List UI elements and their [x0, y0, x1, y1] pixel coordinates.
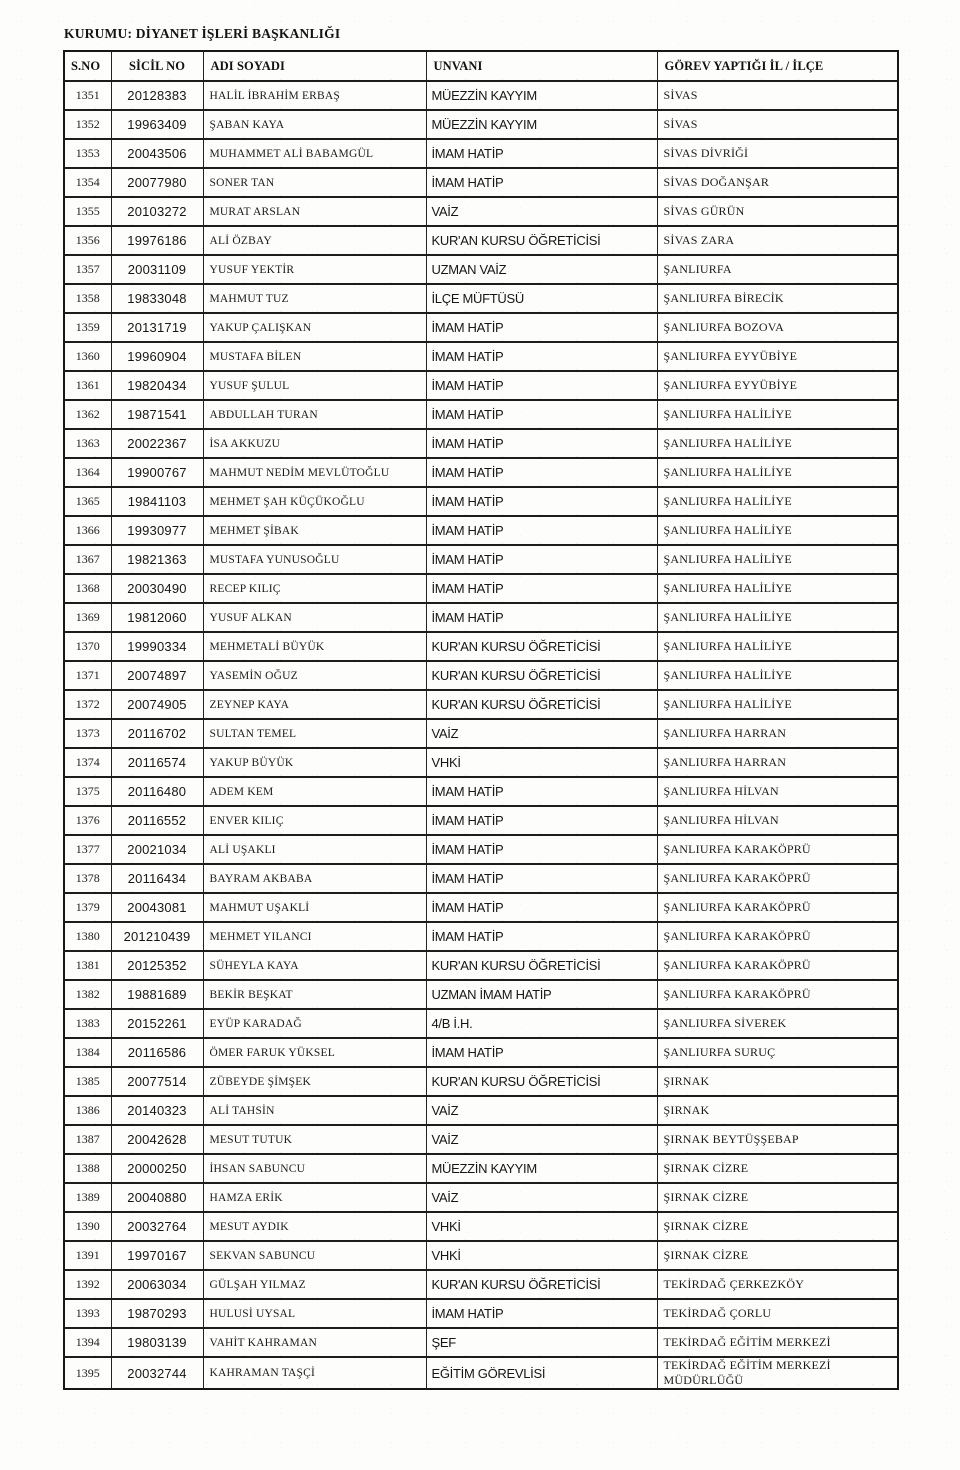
cell-sicil-no: 19871541 — [111, 400, 203, 429]
cell-unvani: KUR'AN KURSU ÖĞRETİCİSİ — [426, 951, 657, 980]
column-header-sicil-no: SİCİL NO — [111, 51, 203, 81]
cell-unvani: İMAM HATİP — [426, 574, 657, 603]
table-row — [64, 313, 898, 342]
cell-adi-soyadi: HALİL İBRAHİM ERBAŞ — [203, 81, 426, 110]
cell-unvani: İLÇE MÜFTÜSÜ — [426, 284, 657, 313]
cell-gorev-il-ilce: ŞANLIURFA BİRECİK — [657, 284, 898, 313]
cell-unvani: VAİZ — [426, 1096, 657, 1125]
cell-sno: 1357 — [64, 255, 111, 284]
column-header-adi-soyadi: ADI SOYADI — [203, 51, 426, 81]
cell-gorev-il-ilce: ŞANLIURFA KARAKÖPRÜ — [657, 864, 898, 893]
cell-unvani: VAİZ — [426, 197, 657, 226]
cell-sno: 1364 — [64, 458, 111, 487]
cell-unvani: İMAM HATİP — [426, 864, 657, 893]
cell-unvani: VAİZ — [426, 1183, 657, 1212]
table-row — [64, 197, 898, 226]
cell-gorev-il-ilce: ŞANLIURFA HALİLİYE — [657, 429, 898, 458]
cell-adi-soyadi: İSA AKKUZU — [203, 429, 426, 458]
cell-sno: 1355 — [64, 197, 111, 226]
table-row — [64, 284, 898, 313]
cell-gorev-il-ilce: ŞANLIURFA HALİLİYE — [657, 632, 898, 661]
cell-unvani: İMAM HATİP — [426, 342, 657, 371]
table-row — [64, 980, 898, 1009]
cell-adi-soyadi: ŞABAN KAYA — [203, 110, 426, 139]
cell-sno: 1352 — [64, 110, 111, 139]
cell-adi-soyadi: MAHMUT NEDİM MEVLÜTOĞLU — [203, 458, 426, 487]
cell-adi-soyadi: ZEYNEP KAYA — [203, 690, 426, 719]
cell-sicil-no: 20116480 — [111, 777, 203, 806]
cell-unvani: İMAM HATİP — [426, 400, 657, 429]
cell-gorev-il-ilce: ŞANLIURFA HALİLİYE — [657, 690, 898, 719]
cell-unvani: İMAM HATİP — [426, 458, 657, 487]
cell-sicil-no: 20140323 — [111, 1096, 203, 1125]
cell-sno: 1388 — [64, 1154, 111, 1183]
table-row — [64, 1328, 898, 1357]
cell-gorev-il-ilce: ŞIRNAK — [657, 1096, 898, 1125]
cell-unvani: VAİZ — [426, 1125, 657, 1154]
cell-gorev-il-ilce: TEKİRDAĞ ÇERKEZKÖY — [657, 1270, 898, 1299]
cell-sicil-no: 19821363 — [111, 545, 203, 574]
table-row — [64, 777, 898, 806]
cell-sicil-no: 20031109 — [111, 255, 203, 284]
table-row — [64, 1038, 898, 1067]
cell-sno: 1373 — [64, 719, 111, 748]
cell-gorev-il-ilce: SİVAS ZARA — [657, 226, 898, 255]
table-row — [64, 545, 898, 574]
cell-sicil-no: 20077980 — [111, 168, 203, 197]
cell-sno: 1382 — [64, 980, 111, 1009]
cell-sicil-no: 19833048 — [111, 284, 203, 313]
cell-adi-soyadi: MESUT TUTUK — [203, 1125, 426, 1154]
cell-gorev-il-ilce: ŞANLIURFA EYYÜBİYE — [657, 342, 898, 371]
cell-sno: 1375 — [64, 777, 111, 806]
cell-sicil-no: 19870293 — [111, 1299, 203, 1328]
cell-unvani: İMAM HATİP — [426, 516, 657, 545]
cell-sicil-no: 20116574 — [111, 748, 203, 777]
cell-gorev-il-ilce: ŞANLIURFA HALİLİYE — [657, 458, 898, 487]
cell-unvani: UZMAN İMAM HATİP — [426, 980, 657, 1009]
cell-unvani: KUR'AN KURSU ÖĞRETİCİSİ — [426, 1270, 657, 1299]
cell-sicil-no: 20116702 — [111, 719, 203, 748]
cell-sicil-no: 201210439 — [111, 922, 203, 951]
cell-sno: 1386 — [64, 1096, 111, 1125]
table-row — [64, 574, 898, 603]
cell-gorev-il-ilce: ŞANLIURFA KARAKÖPRÜ — [657, 980, 898, 1009]
cell-sno: 1392 — [64, 1270, 111, 1299]
cell-adi-soyadi: YAKUP ÇALIŞKAN — [203, 313, 426, 342]
table-row — [64, 922, 898, 951]
cell-gorev-il-ilce: ŞANLIURFA HARRAN — [657, 748, 898, 777]
cell-adi-soyadi: VAHİT KAHRAMAN — [203, 1328, 426, 1357]
cell-gorev-il-ilce: SİVAS DİVRİĞİ — [657, 139, 898, 168]
cell-adi-soyadi: SÜHEYLA KAYA — [203, 951, 426, 980]
table-row — [64, 806, 898, 835]
cell-sicil-no: 20116586 — [111, 1038, 203, 1067]
cell-adi-soyadi: ZÜBEYDE ŞİMŞEK — [203, 1067, 426, 1096]
cell-adi-soyadi: MAHMUT TUZ — [203, 284, 426, 313]
cell-sicil-no: 20040880 — [111, 1183, 203, 1212]
cell-adi-soyadi: ALİ ÖZBAY — [203, 226, 426, 255]
cell-sno: 1374 — [64, 748, 111, 777]
cell-unvani: MÜEZZİN KAYYIM — [426, 110, 657, 139]
cell-sno: 1389 — [64, 1183, 111, 1212]
cell-sno: 1366 — [64, 516, 111, 545]
cell-sicil-no: 20043506 — [111, 139, 203, 168]
cell-sicil-no: 20032744 — [111, 1357, 203, 1389]
table-row — [64, 1212, 898, 1241]
cell-sno: 1361 — [64, 371, 111, 400]
table-row — [64, 719, 898, 748]
table-header-row — [64, 51, 898, 81]
table-row — [64, 1183, 898, 1212]
table-row — [64, 255, 898, 284]
cell-sno: 1363 — [64, 429, 111, 458]
cell-adi-soyadi: HULUSİ UYSAL — [203, 1299, 426, 1328]
cell-adi-soyadi: ADEM KEM — [203, 777, 426, 806]
table-row — [64, 516, 898, 545]
cell-gorev-il-ilce: ŞIRNAK CİZRE — [657, 1183, 898, 1212]
cell-adi-soyadi: EYÜP KARADAĞ — [203, 1009, 426, 1038]
cell-gorev-il-ilce: ŞANLIURFA SURUÇ — [657, 1038, 898, 1067]
cell-gorev-il-ilce: ŞANLIURFA HARRAN — [657, 719, 898, 748]
cell-sno: 1391 — [64, 1241, 111, 1270]
cell-adi-soyadi: YUSUF ALKAN — [203, 603, 426, 632]
cell-sicil-no: 20074905 — [111, 690, 203, 719]
column-header-unvani: UNVANI — [426, 51, 657, 81]
cell-gorev-il-ilce: ŞANLIURFA BOZOVA — [657, 313, 898, 342]
cell-unvani: KUR'AN KURSU ÖĞRETİCİSİ — [426, 661, 657, 690]
cell-sno: 1390 — [64, 1212, 111, 1241]
cell-adi-soyadi: ABDULLAH TURAN — [203, 400, 426, 429]
cell-sicil-no: 20116552 — [111, 806, 203, 835]
cell-sicil-no: 19930977 — [111, 516, 203, 545]
cell-sno: 1353 — [64, 139, 111, 168]
cell-sicil-no: 19990334 — [111, 632, 203, 661]
cell-unvani: İMAM HATİP — [426, 603, 657, 632]
cell-unvani: 4/B İ.H. — [426, 1009, 657, 1038]
cell-unvani: UZMAN VAİZ — [426, 255, 657, 284]
table-row — [64, 487, 898, 516]
cell-adi-soyadi: MEHMET ŞİBAK — [203, 516, 426, 545]
cell-sicil-no: 19803139 — [111, 1328, 203, 1357]
cell-adi-soyadi: SEKVAN SABUNCU — [203, 1241, 426, 1270]
table-row — [64, 400, 898, 429]
cell-unvani: VHKİ — [426, 1241, 657, 1270]
cell-gorev-il-ilce: ŞIRNAK — [657, 1067, 898, 1096]
cell-adi-soyadi: RECEP KILIÇ — [203, 574, 426, 603]
cell-gorev-il-ilce: ŞANLIURFA SİVEREK — [657, 1009, 898, 1038]
cell-gorev-il-ilce: TEKİRDAĞ EĞİTİM MERKEZİ — [657, 1328, 898, 1357]
cell-unvani: MÜEZZİN KAYYIM — [426, 1154, 657, 1183]
table-row — [64, 632, 898, 661]
cell-gorev-il-ilce: ŞANLIURFA KARAKÖPRÜ — [657, 835, 898, 864]
cell-gorev-il-ilce: ŞIRNAK CİZRE — [657, 1212, 898, 1241]
cell-sicil-no: 19812060 — [111, 603, 203, 632]
column-header-sno: S.NO — [71, 58, 101, 73]
cell-sicil-no: 20125352 — [111, 951, 203, 980]
cell-sno: 1365 — [64, 487, 111, 516]
cell-sno: 1377 — [64, 835, 111, 864]
cell-unvani: İMAM HATİP — [426, 1038, 657, 1067]
cell-adi-soyadi: YAKUP BÜYÜK — [203, 748, 426, 777]
cell-sicil-no: 19820434 — [111, 371, 203, 400]
cell-sno: 1394 — [64, 1328, 111, 1357]
cell-gorev-il-ilce: TEKİRDAĞ ÇORLU — [657, 1299, 898, 1328]
cell-adi-soyadi: MEHMET ŞAH KÜÇÜKOĞLU — [203, 487, 426, 516]
cell-unvani: MÜEZZİN KAYYIM — [426, 81, 657, 110]
cell-unvani: İMAM HATİP — [426, 893, 657, 922]
cell-adi-soyadi: MUSTAFA YUNUSOĞLU — [203, 545, 426, 574]
table-row — [64, 1357, 898, 1389]
cell-adi-soyadi: MEHMET YILANCI — [203, 922, 426, 951]
cell-sno: 1358 — [64, 284, 111, 313]
cell-gorev-il-ilce: SİVAS GÜRÜN — [657, 197, 898, 226]
cell-sicil-no: 20131719 — [111, 313, 203, 342]
table-row — [64, 139, 898, 168]
table-row — [64, 864, 898, 893]
cell-adi-soyadi: ÖMER FARUK YÜKSEL — [203, 1038, 426, 1067]
cell-unvani: İMAM HATİP — [426, 1299, 657, 1328]
cell-adi-soyadi: MUSTAFA BİLEN — [203, 342, 426, 371]
cell-sicil-no: 19900767 — [111, 458, 203, 487]
cell-sicil-no: 20152261 — [111, 1009, 203, 1038]
cell-gorev-il-ilce: ŞANLIURFA — [657, 255, 898, 284]
table-row — [64, 748, 898, 777]
cell-adi-soyadi: KAHRAMAN TAŞÇİ — [203, 1357, 426, 1389]
document-title: KURUMU: DİYANET İŞLERİ BAŞKANLIĞI — [64, 26, 341, 41]
table-row — [64, 893, 898, 922]
cell-sicil-no: 20116434 — [111, 864, 203, 893]
cell-sno: 1376 — [64, 806, 111, 835]
cell-sicil-no: 19881689 — [111, 980, 203, 1009]
table-row — [64, 371, 898, 400]
cell-sno: 1393 — [64, 1299, 111, 1328]
cell-unvani: KUR'AN KURSU ÖĞRETİCİSİ — [426, 690, 657, 719]
cell-sno: 1359 — [64, 313, 111, 342]
table-row — [64, 1154, 898, 1183]
cell-adi-soyadi: İHSAN SABUNCU — [203, 1154, 426, 1183]
table-row — [64, 1125, 898, 1154]
cell-unvani: İMAM HATİP — [426, 139, 657, 168]
cell-unvani: VHKİ — [426, 1212, 657, 1241]
cell-unvani: İMAM HATİP — [426, 429, 657, 458]
cell-gorev-il-ilce: ŞANLIURFA EYYÜBİYE — [657, 371, 898, 400]
cell-gorev-il-ilce: ŞANLIURFA KARAKÖPRÜ — [657, 922, 898, 951]
cell-sicil-no: 20043081 — [111, 893, 203, 922]
cell-sicil-no: 19976186 — [111, 226, 203, 255]
cell-sicil-no: 19963409 — [111, 110, 203, 139]
table-header — [64, 51, 898, 81]
cell-sicil-no: 19841103 — [111, 487, 203, 516]
cell-sicil-no: 20021034 — [111, 835, 203, 864]
table-row — [64, 458, 898, 487]
cell-gorev-il-ilce: ŞANLIURFA HALİLİYE — [657, 603, 898, 632]
cell-gorev-il-ilce: ŞANLIURFA KARAKÖPRÜ — [657, 951, 898, 980]
cell-sno: 1380 — [64, 922, 111, 951]
cell-sicil-no: 19960904 — [111, 342, 203, 371]
cell-sicil-no: 20030490 — [111, 574, 203, 603]
table-body — [64, 81, 898, 1389]
cell-unvani: İMAM HATİP — [426, 922, 657, 951]
cell-sno: 1379 — [64, 893, 111, 922]
cell-sicil-no: 20032764 — [111, 1212, 203, 1241]
cell-unvani: İMAM HATİP — [426, 487, 657, 516]
personnel-table — [63, 50, 899, 1390]
cell-unvani: KUR'AN KURSU ÖĞRETİCİSİ — [426, 632, 657, 661]
cell-sno: 1360 — [64, 342, 111, 371]
cell-sno: 1387 — [64, 1125, 111, 1154]
cell-gorev-il-ilce: ŞIRNAK CİZRE — [657, 1241, 898, 1270]
cell-gorev-il-ilce: ŞIRNAK CİZRE — [657, 1154, 898, 1183]
cell-sicil-no: 20063034 — [111, 1270, 203, 1299]
cell-gorev-il-ilce: ŞANLIURFA HİLVAN — [657, 777, 898, 806]
cell-gorev-il-ilce: TEKİRDAĞ EĞİTİM MERKEZİ MÜDÜRLÜĞÜ — [657, 1357, 898, 1389]
cell-adi-soyadi: MUHAMMET ALİ BABAMGÜL — [203, 139, 426, 168]
table-row — [64, 1299, 898, 1328]
cell-adi-soyadi: ENVER KILIÇ — [203, 806, 426, 835]
table-row — [64, 690, 898, 719]
cell-unvani: KUR'AN KURSU ÖĞRETİCİSİ — [426, 226, 657, 255]
cell-gorev-il-ilce: ŞANLIURFA HALİLİYE — [657, 661, 898, 690]
cell-unvani: İMAM HATİP — [426, 168, 657, 197]
table-row — [64, 835, 898, 864]
cell-sno: 1369 — [64, 603, 111, 632]
cell-sno: 1384 — [64, 1038, 111, 1067]
cell-gorev-il-ilce: ŞANLIURFA HALİLİYE — [657, 400, 898, 429]
cell-gorev-il-ilce: ŞANLIURFA HİLVAN — [657, 806, 898, 835]
cell-adi-soyadi: HAMZA ERİK — [203, 1183, 426, 1212]
cell-sicil-no: 19970167 — [111, 1241, 203, 1270]
table-row — [64, 661, 898, 690]
cell-sicil-no: 20077514 — [111, 1067, 203, 1096]
table-row — [64, 429, 898, 458]
cell-sno: 1370 — [64, 632, 111, 661]
cell-adi-soyadi: SONER TAN — [203, 168, 426, 197]
cell-gorev-il-ilce: ŞANLIURFA HALİLİYE — [657, 574, 898, 603]
column-header-gorev-il-ilce: GÖREV YAPTIĞI İL / İLÇE — [657, 51, 898, 81]
cell-sno: 1356 — [64, 226, 111, 255]
cell-gorev-il-ilce: ŞANLIURFA KARAKÖPRÜ — [657, 893, 898, 922]
cell-gorev-il-ilce: ŞIRNAK BEYTÜŞŞEBAP — [657, 1125, 898, 1154]
cell-adi-soyadi: MESUT AYDIK — [203, 1212, 426, 1241]
cell-gorev-il-ilce: SİVAS — [657, 110, 898, 139]
table-row — [64, 1241, 898, 1270]
cell-adi-soyadi: MEHMETALİ BÜYÜK — [203, 632, 426, 661]
cell-adi-soyadi: MURAT ARSLAN — [203, 197, 426, 226]
cell-gorev-il-ilce: ŞANLIURFA HALİLİYE — [657, 545, 898, 574]
cell-sicil-no: 20074897 — [111, 661, 203, 690]
cell-sno: 1385 — [64, 1067, 111, 1096]
cell-unvani: ŞEF — [426, 1328, 657, 1357]
cell-adi-soyadi: YASEMİN OĞUZ — [203, 661, 426, 690]
cell-adi-soyadi: BAYRAM AKBABA — [203, 864, 426, 893]
cell-unvani: VHKİ — [426, 748, 657, 777]
cell-sno: 1351 — [64, 81, 111, 110]
cell-unvani: İMAM HATİP — [426, 777, 657, 806]
cell-unvani: İMAM HATİP — [426, 371, 657, 400]
cell-sno: 1378 — [64, 864, 111, 893]
table-row — [64, 110, 898, 139]
cell-unvani: İMAM HATİP — [426, 313, 657, 342]
cell-sno: 1381 — [64, 951, 111, 980]
cell-sno: 1367 — [64, 545, 111, 574]
cell-sno: 1395 — [64, 1357, 111, 1389]
cell-sno: 1354 — [64, 168, 111, 197]
cell-adi-soyadi: BEKİR BEŞKAT — [203, 980, 426, 1009]
cell-sno: 1372 — [64, 690, 111, 719]
cell-sicil-no: 20000250 — [111, 1154, 203, 1183]
cell-gorev-il-ilce: ŞANLIURFA HALİLİYE — [657, 516, 898, 545]
cell-adi-soyadi: SULTAN TEMEL — [203, 719, 426, 748]
cell-sicil-no: 20022367 — [111, 429, 203, 458]
table-row — [64, 1009, 898, 1038]
cell-unvani: EĞİTİM GÖREVLİSİ — [426, 1357, 657, 1389]
cell-sno: 1368 — [64, 574, 111, 603]
cell-unvani: KUR'AN KURSU ÖĞRETİCİSİ — [426, 1067, 657, 1096]
cell-adi-soyadi: ALİ UŞAKLI — [203, 835, 426, 864]
cell-gorev-il-ilce: SİVAS DOĞANŞAR — [657, 168, 898, 197]
cell-sicil-no: 20042628 — [111, 1125, 203, 1154]
table-row — [64, 1067, 898, 1096]
cell-gorev-il-ilce: ŞANLIURFA HALİLİYE — [657, 487, 898, 516]
table-row — [64, 1096, 898, 1125]
table-row — [64, 603, 898, 632]
cell-gorev-il-ilce: SİVAS — [657, 81, 898, 110]
cell-adi-soyadi: MAHMUT UŞAKLİ — [203, 893, 426, 922]
cell-sicil-no: 20103272 — [111, 197, 203, 226]
table-row — [64, 168, 898, 197]
cell-adi-soyadi: YUSUF ŞULUL — [203, 371, 426, 400]
table-row — [64, 1270, 898, 1299]
cell-sno: 1383 — [64, 1009, 111, 1038]
table-row — [64, 81, 898, 110]
cell-sno: 1362 — [64, 400, 111, 429]
cell-adi-soyadi: ALİ TAHSİN — [203, 1096, 426, 1125]
cell-adi-soyadi: GÜLŞAH YILMAZ — [203, 1270, 426, 1299]
cell-unvani: İMAM HATİP — [426, 806, 657, 835]
cell-adi-soyadi: YUSUF YEKTİR — [203, 255, 426, 284]
table-row — [64, 226, 898, 255]
table-row — [64, 342, 898, 371]
cell-unvani: VAİZ — [426, 719, 657, 748]
cell-unvani: İMAM HATİP — [426, 835, 657, 864]
cell-unvani: İMAM HATİP — [426, 545, 657, 574]
cell-sicil-no: 20128383 — [111, 81, 203, 110]
cell-sno: 1371 — [64, 661, 111, 690]
table-row — [64, 951, 898, 980]
